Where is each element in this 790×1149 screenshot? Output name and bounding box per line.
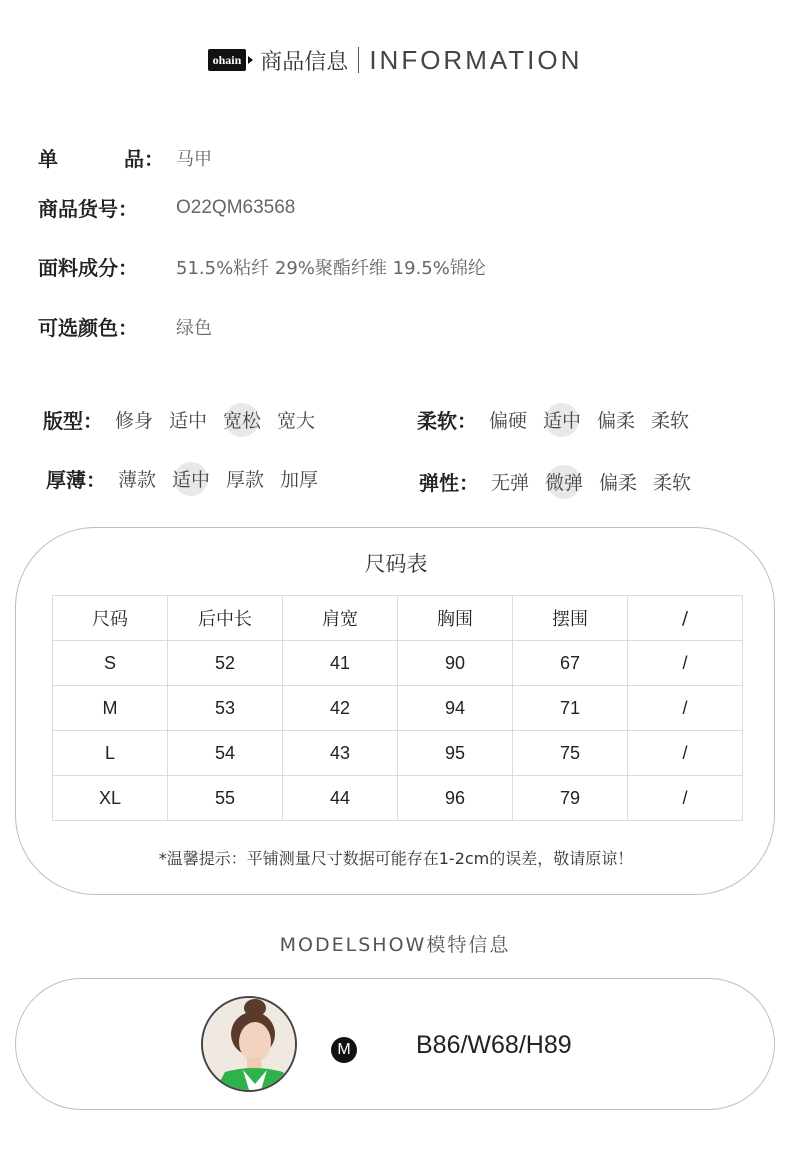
info-label: 面料成分： (38, 256, 138, 280)
table-cell: M (53, 686, 168, 731)
table-cell: S (53, 641, 168, 686)
info-row-color (38, 312, 212, 341)
table-cell: L (53, 731, 168, 776)
model-size-badge: M (331, 1037, 357, 1063)
attr-option: 偏硬 (489, 410, 528, 432)
model-section-title: MODELSHOW模特信息 (279, 934, 511, 956)
attr-option-selected: 适中 (543, 406, 581, 433)
attr-thickness (46, 464, 334, 493)
attr-option: 修身 (115, 410, 154, 432)
table-cell: / (628, 776, 743, 821)
attr-label: 弹性： (419, 471, 479, 495)
table-cell: 44 (283, 776, 398, 821)
table-header-row (53, 596, 743, 641)
size-chart-title: 尺码表 (364, 552, 428, 576)
table-cell: 52 (168, 641, 283, 686)
info-header (0, 40, 790, 80)
info-row-fabric (38, 252, 486, 281)
table-cell: XL (53, 776, 168, 821)
table-cell: 53 (168, 686, 283, 731)
table-row (53, 731, 743, 776)
attr-softness (417, 405, 705, 434)
attr-option: 偏柔 (599, 472, 638, 494)
info-label-spaced: 单 品 (38, 147, 144, 171)
attr-option-selected: 适中 (172, 465, 210, 492)
header-title-cn: 商品信息 (260, 49, 349, 75)
attr-option: 适中 (169, 410, 208, 432)
table-cell: 41 (283, 641, 398, 686)
attr-option: 柔软 (651, 410, 690, 432)
header-title-en: INFORMATION (369, 44, 583, 75)
info-value: 马甲 (176, 148, 212, 170)
table-cell: / (628, 641, 743, 686)
table-row (53, 776, 743, 821)
table-row (53, 686, 743, 731)
table-cell: 79 (513, 776, 628, 821)
table-cell: 95 (398, 731, 513, 776)
table-cell: 54 (168, 731, 283, 776)
attr-option: 宽大 (277, 410, 316, 432)
table-header-cell: 摆围 (513, 596, 628, 641)
table-cell: / (628, 686, 743, 731)
info-row-sku (38, 193, 295, 222)
attr-option: 薄款 (118, 469, 157, 491)
table-cell: 71 (513, 686, 628, 731)
header-divider (358, 47, 359, 73)
table-header-cell: 肩宽 (283, 596, 398, 641)
table-header-cell: 尺码 (53, 596, 168, 641)
attr-option-selected: 微弹 (545, 468, 583, 495)
attr-option: 无弹 (491, 472, 530, 494)
size-table (52, 595, 743, 821)
table-header-cell: 后中长 (168, 596, 283, 641)
table-cell: 55 (168, 776, 283, 821)
table-cell: 75 (513, 731, 628, 776)
info-value: 绿色 (176, 317, 212, 339)
model-avatar (201, 996, 297, 1092)
table-cell: / (628, 731, 743, 776)
table-cell: 67 (513, 641, 628, 686)
info-label: 可选颜色： (38, 316, 138, 340)
attr-option: 柔软 (653, 472, 692, 494)
model-info-panel (15, 978, 775, 1110)
size-chart-panel (15, 527, 775, 895)
attr-option: 加厚 (280, 469, 319, 491)
table-cell: 42 (283, 686, 398, 731)
table-cell: 94 (398, 686, 513, 731)
table-header-cell: / (628, 596, 743, 641)
size-chart-note: *温馨提示：平铺测量尺寸数据可能存在1-2cm的误差，敬请原谅！ (158, 849, 634, 868)
model-portrait-icon (203, 998, 297, 1092)
info-row-item (38, 143, 212, 172)
info-label: 商品货号： (38, 197, 138, 221)
attr-label: 版型： (43, 409, 103, 433)
info-label: 单 品： (38, 143, 176, 172)
info-value: O22QM63568 (176, 196, 296, 218)
table-cell: 90 (398, 641, 513, 686)
brand-logo: ohain (208, 49, 247, 71)
attr-label: 柔软： (417, 409, 477, 433)
attr-option-selected: 宽松 (223, 406, 261, 433)
table-row (53, 641, 743, 686)
attr-label: 厚薄： (46, 468, 106, 492)
table-cell: 43 (283, 731, 398, 776)
table-header-cell: 胸围 (398, 596, 513, 641)
attr-fit (43, 405, 331, 434)
model-measurements: B86/W68/H89 (416, 1031, 572, 1059)
attr-option: 厚款 (226, 469, 265, 491)
attr-option: 偏柔 (597, 410, 636, 432)
attr-elasticity (419, 467, 707, 496)
table-cell: 96 (398, 776, 513, 821)
info-value: 51.5%粘纤 29%聚酯纤维 19.5%锦纶 (176, 257, 486, 279)
